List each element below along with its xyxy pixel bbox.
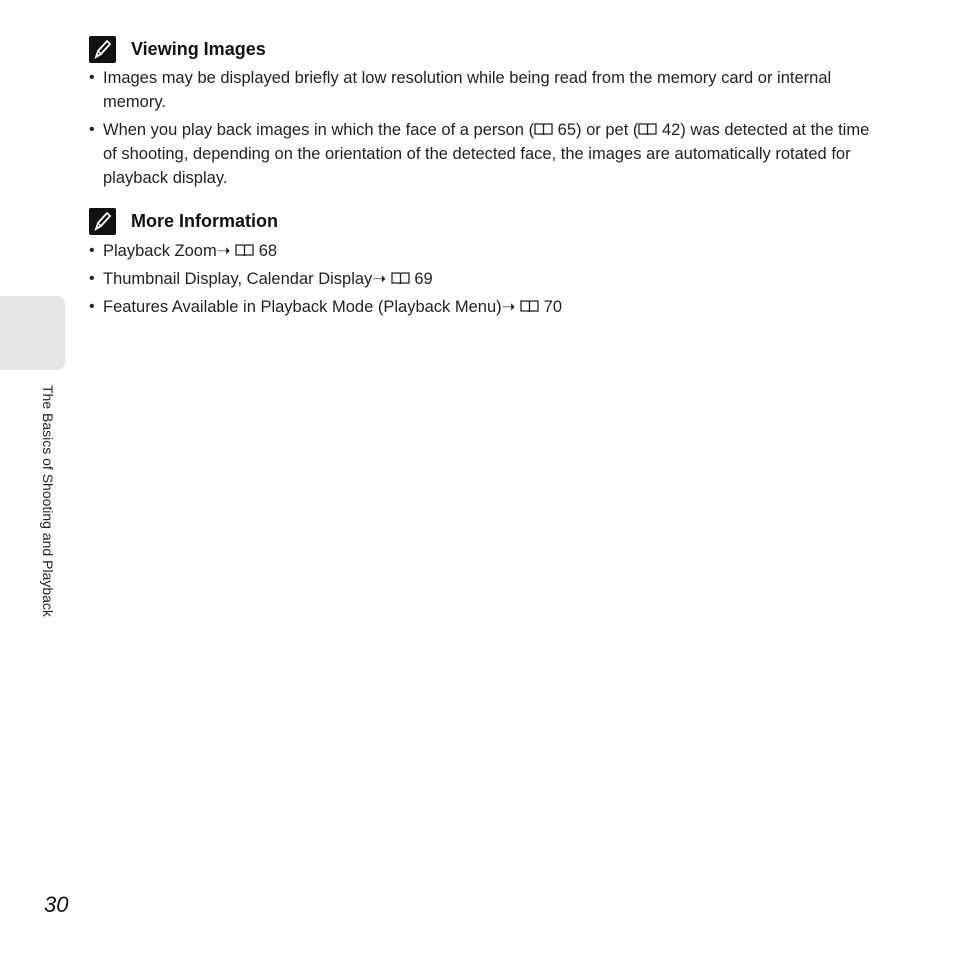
note-title: Viewing Images <box>131 38 266 59</box>
chapter-label: The Basics of Shooting and Playback <box>40 385 56 617</box>
book-icon <box>391 272 410 285</box>
page-ref[interactable]: 68 <box>258 242 278 260</box>
page-ref[interactable]: 70 <box>543 298 563 316</box>
page-ref[interactable]: 69 <box>414 270 433 288</box>
note-title: More Information <box>131 210 278 231</box>
chapter-tab <box>0 296 65 370</box>
arrow-icon: ➝ <box>216 242 231 260</box>
book-icon <box>534 123 553 136</box>
book-icon <box>235 244 254 257</box>
page-ref[interactable]: 42 <box>661 121 681 139</box>
note-pencil-icon <box>89 208 116 235</box>
link-item: • Thumbnail Display, Calendar Display➝ 69 <box>89 267 879 291</box>
arrow-icon: ➝ <box>501 298 516 316</box>
page-ref[interactable]: 65 <box>557 121 577 139</box>
arrow-icon: ➝ <box>372 270 387 288</box>
note-header <box>89 207 879 235</box>
bullet-item: • When you play back images in which the face of a person ( 65) or pet ( 42) was detected at the time of shooting, depending on the orientation of the detected face, the images are automatically rotated for playback display. <box>89 118 879 190</box>
link-item: • Features Available in Playback Mode (Playback Menu)➝ 70 <box>89 295 879 319</box>
book-icon <box>638 123 657 136</box>
note-viewing-images <box>89 35 879 190</box>
book-icon <box>520 300 539 313</box>
page-number: 30 <box>44 892 69 917</box>
link-item: • Playback Zoom➝ 68 <box>89 239 879 263</box>
note-more-information <box>89 207 879 319</box>
note-pencil-icon <box>89 36 116 63</box>
note-header <box>89 35 879 63</box>
bullet-item: • Images may be displayed briefly at low resolution while being read from the memory card or internal memory. <box>89 66 879 114</box>
